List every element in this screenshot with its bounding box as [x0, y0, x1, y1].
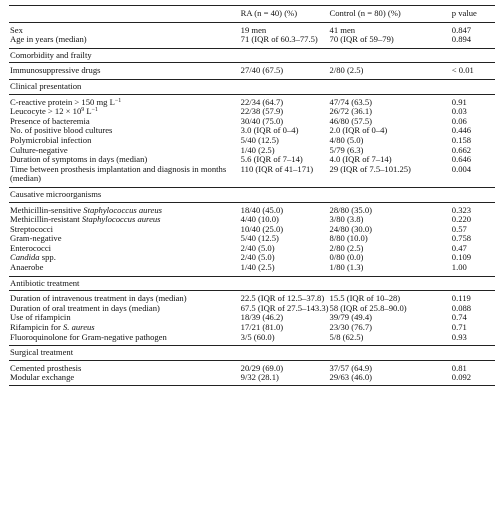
row-label: [9, 253, 240, 263]
label-text: Methicillin-sensitive: [10, 204, 84, 215]
superscript: −1: [91, 107, 99, 114]
p-value: 0.847: [451, 24, 472, 35]
ra-value: 1/40 (2.5): [240, 262, 275, 273]
row-label: Age in years (median): [10, 34, 87, 45]
p-value: 0.220: [451, 214, 472, 225]
control-value: 41 men: [329, 24, 356, 35]
control-value: 15.5 (IQR of 10–28): [329, 293, 401, 304]
ra-value: 3.0 (IQR of 0–4): [240, 125, 299, 136]
p-value: 0.74: [451, 312, 467, 323]
ra-value: 22/38 (57.9): [240, 106, 284, 117]
p-value: 0.91: [451, 96, 467, 107]
ra-value: 22/34 (64.7): [240, 96, 284, 107]
ra-value: 18/40 (45.0): [240, 204, 284, 215]
p-value: 0.446: [451, 125, 472, 136]
p-value: 0.662: [451, 144, 472, 155]
control-value: 39/79 (49.4): [329, 312, 373, 323]
header-p-value: p value: [451, 6, 495, 23]
ra-value: 110 (IQR of 41–171): [240, 163, 314, 174]
control-value: 8/80 (10.0): [329, 233, 368, 244]
label-text: Leucocyte > 12 × 10: [10, 106, 82, 117]
section-title: Causative microorganisms: [9, 187, 495, 202]
table-row: [9, 333, 495, 343]
ra-value: 19 men: [240, 24, 267, 35]
row-label: Anaerobe: [10, 262, 44, 273]
row-label: Sex: [10, 24, 23, 35]
control-value: 3/80 (3.8): [329, 214, 364, 225]
row-label: Cemented prosthesis: [10, 362, 82, 373]
ra-value: 5/40 (12.5): [240, 233, 279, 244]
superscript: 9: [81, 107, 85, 114]
section-header-row: [9, 48, 495, 63]
label-text: Rifampicin for: [10, 322, 63, 333]
ra-value: 20/29 (69.0): [240, 362, 284, 373]
ra-value: 4/40 (10.0): [240, 214, 279, 225]
p-value: 0.323: [451, 204, 472, 215]
table-row: [9, 35, 495, 45]
control-value: 4.0 (IQR of 7–14): [329, 154, 392, 165]
row-label: No. of positive blood cultures: [10, 125, 113, 136]
p-value: 1.00: [451, 262, 467, 273]
row-label: Culture-negative: [10, 144, 68, 155]
ra-value: 22.5 (IQR of 12.5–37.8): [240, 293, 325, 304]
section-header-row: [9, 187, 495, 202]
section-header-row: [9, 79, 495, 94]
control-value: 5/79 (6.3): [329, 144, 364, 155]
ra-value: 10/40 (25.0): [240, 223, 284, 234]
p-value: 0.57: [451, 223, 467, 234]
p-value: 0.088: [451, 302, 472, 313]
p-value: 0.119: [451, 293, 471, 304]
control-value: 2/80 (2.5): [329, 65, 364, 76]
p-value: < 0.01: [451, 65, 474, 76]
label-text: Methicillin-resistant: [10, 214, 82, 225]
ra-value: 17/21 (81.0): [240, 322, 284, 333]
table-row: [9, 165, 495, 184]
ra-value: 5.6 (IQR of 7–14): [240, 154, 303, 165]
control-value: 2.0 (IQR of 0–4): [329, 125, 388, 136]
section-header-row: [9, 276, 495, 291]
p-value: 0.004: [451, 163, 472, 174]
section-title: Surgical treatment: [9, 346, 495, 361]
header-ra: RA (n = 40) (%): [240, 6, 329, 23]
p-value: 0.93: [451, 331, 467, 342]
ra-value: 18/39 (46.2): [240, 312, 284, 323]
row-label: Duration of symptoms in days (median): [10, 154, 148, 165]
label-italic: Staphylococcus aureus: [83, 204, 162, 215]
row-label: Modular exchange: [9, 373, 240, 385]
label-text: spp.: [39, 252, 56, 263]
p-value: 0.758: [451, 233, 472, 244]
p-value: 0.71: [451, 322, 467, 333]
p-value: 0.03: [451, 106, 467, 117]
p-value: 0.894: [451, 34, 472, 45]
row-label: Streptococci: [10, 223, 53, 234]
section-title: Comorbidity and frailty: [9, 48, 495, 63]
ra-value: 5/40 (12.5): [240, 134, 279, 145]
section-header-row: [9, 346, 495, 361]
ra-value: 9/32 (28.1): [240, 373, 329, 385]
p-value: 0.81: [451, 362, 467, 373]
control-value: 37/57 (64.9): [329, 362, 373, 373]
ra-value: 2/40 (5.0): [240, 252, 275, 263]
row-label: Duration of oral treatment in days (median): [10, 302, 160, 313]
ra-value: 1/40 (2.5): [240, 144, 275, 155]
row-label: Time between prosthesis implantation and diagnosis in months (median): [10, 163, 227, 184]
row-label: Immunosuppressive drugs: [10, 65, 101, 76]
ra-value: 2/40 (5.0): [240, 242, 275, 253]
header-label: [9, 6, 240, 23]
p-value: 0.092: [451, 373, 495, 385]
control-value: 5/8 (62.5): [329, 331, 364, 342]
ra-value: 71 (IQR of 60.3–77.5): [240, 34, 318, 45]
table-header-row: [9, 6, 495, 23]
control-value: 26/72 (36.1): [329, 106, 373, 117]
p-value: 0.47: [451, 242, 467, 253]
label-italic: S. aureus: [62, 322, 95, 333]
control-value: 23/30 (76.7): [329, 322, 373, 333]
control-value: 29 (IQR of 7.5–101.25): [329, 163, 411, 174]
row-label: Use of rifampicin: [10, 312, 71, 323]
header-control: Control (n = 80) (%): [329, 6, 451, 23]
control-value: 58 (IQR of 25.8–90.0): [329, 302, 407, 313]
control-value: 2/80 (2.5): [329, 242, 364, 253]
p-value: 0.109: [451, 252, 472, 263]
table-row: [9, 63, 495, 76]
control-value: 1/80 (1.3): [329, 262, 364, 273]
table-row: [9, 291, 495, 304]
table-row: [9, 373, 495, 385]
control-value: 24/80 (30.0): [329, 223, 373, 234]
ra-value: 27/40 (67.5): [240, 65, 284, 76]
row-label: Presence of bacteremia: [10, 115, 90, 126]
control-value: 70 (IQR of 59–79): [329, 34, 394, 45]
p-value: 0.06: [451, 115, 467, 126]
section-title: Antibiotic treatment: [9, 276, 495, 291]
p-value: 0.646: [451, 154, 472, 165]
table-row: [9, 263, 495, 273]
control-value: 28/80 (35.0): [329, 204, 373, 215]
row-label: Gram-negative: [10, 233, 62, 244]
section-title: Clinical presentation: [9, 79, 495, 94]
control-value: 47/74 (63.5): [329, 96, 373, 107]
label-italic: Staphylococcus aureus: [81, 214, 161, 225]
control-value: 46/80 (57.5): [329, 115, 373, 126]
label-text: C-reactive protein > 150 mg L: [10, 96, 115, 107]
ra-value: 67.5 (IQR of 27.5–143.3): [240, 302, 329, 313]
p-value: 0.158: [451, 134, 472, 145]
row-label: Fluoroquinolone for Gram-negative pathogen: [10, 331, 167, 342]
ra-value: 30/40 (75.0): [240, 115, 284, 126]
row-label: Enterococci: [10, 242, 52, 253]
control-value: 0/80 (0.0): [329, 252, 364, 263]
comparison-table: [9, 5, 495, 386]
label-text: L: [84, 106, 92, 117]
row-label: Duration of intravenous treatment in days (median): [10, 293, 187, 304]
label-italic: Candida: [10, 252, 40, 263]
ra-value: 3/5 (60.0): [240, 331, 275, 342]
control-value: 4/80 (5.0): [329, 134, 364, 145]
row-label: Polymicrobial infection: [10, 134, 92, 145]
control-value: 29/63 (46.0): [329, 373, 451, 385]
superscript: −1: [114, 97, 122, 104]
